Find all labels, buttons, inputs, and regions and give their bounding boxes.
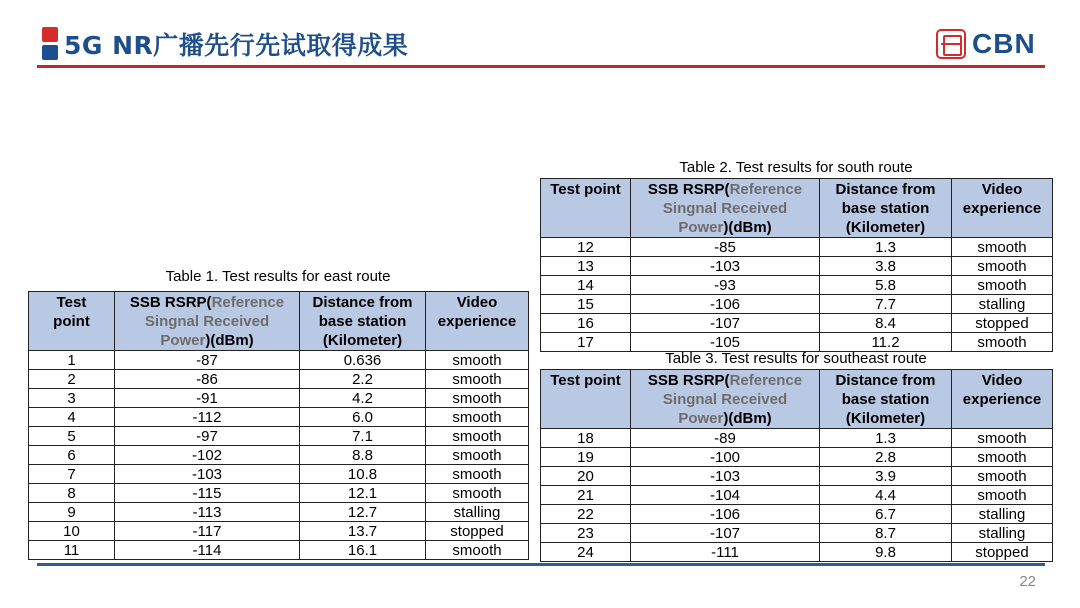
cell-video: smooth xyxy=(952,276,1053,295)
cell-distance: 6.7 xyxy=(820,505,952,524)
cell-video: stalling xyxy=(426,503,529,522)
cell-test-point: 22 xyxy=(541,505,631,524)
table-row xyxy=(541,314,1053,333)
cell-video: stalling xyxy=(952,505,1053,524)
page-number: 22 xyxy=(1019,573,1036,590)
cell-test-point: 24 xyxy=(541,543,631,562)
cell-rsrp: -106 xyxy=(631,505,820,524)
cell-video: smooth xyxy=(426,465,529,484)
cell-video: stalling xyxy=(952,295,1053,314)
cell-video: smooth xyxy=(952,257,1053,276)
cell-test-point: 12 xyxy=(541,238,631,257)
cell-test-point: 9 xyxy=(29,503,115,522)
cell-video: stopped xyxy=(952,314,1053,333)
cell-video: smooth xyxy=(426,408,529,427)
cbn-seal-icon xyxy=(936,29,966,59)
cell-distance: 12.7 xyxy=(300,503,426,522)
table-row xyxy=(541,238,1053,257)
cell-distance: 6.0 xyxy=(300,408,426,427)
table-row xyxy=(29,465,529,484)
cell-distance: 13.7 xyxy=(300,522,426,541)
cell-video: stopped xyxy=(952,543,1053,562)
col-header-test-point: Test point xyxy=(29,292,115,351)
table2-caption: Table 2. Test results for south route xyxy=(679,159,913,176)
east-route-table xyxy=(28,291,529,560)
cell-distance: 3.9 xyxy=(820,467,952,486)
cell-rsrp: -102 xyxy=(115,446,300,465)
cell-rsrp: -107 xyxy=(631,524,820,543)
table-row xyxy=(29,541,529,560)
table-row xyxy=(541,333,1053,352)
table-row xyxy=(29,389,529,408)
cell-distance: 8.8 xyxy=(300,446,426,465)
cbn-logo xyxy=(936,28,1036,60)
cell-rsrp: -114 xyxy=(115,541,300,560)
cell-video: smooth xyxy=(426,541,529,560)
table-row xyxy=(29,408,529,427)
cell-test-point: 4 xyxy=(29,408,115,427)
cell-distance: 11.2 xyxy=(820,333,952,352)
cell-rsrp: -86 xyxy=(115,370,300,389)
cell-distance: 2.8 xyxy=(820,448,952,467)
table-row xyxy=(29,427,529,446)
col-header-distance: Distance from base station (Kilometer) xyxy=(300,292,426,351)
cell-rsrp: -85 xyxy=(631,238,820,257)
cell-rsrp: -112 xyxy=(115,408,300,427)
cell-distance: 7.7 xyxy=(820,295,952,314)
table-row xyxy=(541,448,1053,467)
cell-rsrp: -103 xyxy=(631,467,820,486)
cell-rsrp: -89 xyxy=(631,429,820,448)
col-header-video: Video experience xyxy=(952,179,1053,238)
cell-rsrp: -104 xyxy=(631,486,820,505)
top-divider xyxy=(37,65,1045,68)
cell-rsrp: -103 xyxy=(631,257,820,276)
cell-test-point: 10 xyxy=(29,522,115,541)
cell-test-point: 20 xyxy=(541,467,631,486)
cell-distance: 16.1 xyxy=(300,541,426,560)
cell-rsrp: -107 xyxy=(631,314,820,333)
cell-video: smooth xyxy=(426,389,529,408)
cell-rsrp: -100 xyxy=(631,448,820,467)
cell-distance: 10.8 xyxy=(300,465,426,484)
cell-distance: 7.1 xyxy=(300,427,426,446)
cell-rsrp: -87 xyxy=(115,351,300,370)
table-row xyxy=(29,522,529,541)
cell-distance: 1.3 xyxy=(820,429,952,448)
title-marker-icon xyxy=(42,27,58,61)
cell-rsrp: -97 xyxy=(115,427,300,446)
southeast-route-table xyxy=(540,369,1053,562)
cell-video: smooth xyxy=(426,446,529,465)
col-header-video: Video experience xyxy=(426,292,529,351)
table-row xyxy=(541,543,1053,562)
cell-rsrp: -115 xyxy=(115,484,300,503)
cell-test-point: 16 xyxy=(541,314,631,333)
cell-test-point: 3 xyxy=(29,389,115,408)
table-row xyxy=(29,351,529,370)
table-row xyxy=(541,429,1053,448)
bottom-divider xyxy=(37,563,1045,566)
cell-test-point: 14 xyxy=(541,276,631,295)
cell-video: smooth xyxy=(952,486,1053,505)
table-row xyxy=(29,446,529,465)
cell-video: smooth xyxy=(426,370,529,389)
col-header-rsrp: SSB RSRP(Reference Singnal Received Power)(dBm) xyxy=(631,370,820,429)
cell-test-point: 11 xyxy=(29,541,115,560)
cell-test-point: 18 xyxy=(541,429,631,448)
cell-test-point: 19 xyxy=(541,448,631,467)
cell-test-point: 7 xyxy=(29,465,115,484)
cell-rsrp: -111 xyxy=(631,543,820,562)
col-header-distance: Distance from base station (Kilometer) xyxy=(820,370,952,429)
cell-video: smooth xyxy=(426,351,529,370)
cell-distance: 8.4 xyxy=(820,314,952,333)
cell-rsrp: -117 xyxy=(115,522,300,541)
cell-rsrp: -106 xyxy=(631,295,820,314)
cell-distance: 2.2 xyxy=(300,370,426,389)
table-row xyxy=(541,524,1053,543)
cell-test-point: 15 xyxy=(541,295,631,314)
table-row xyxy=(541,276,1053,295)
table-row xyxy=(29,370,529,389)
col-header-rsrp: SSB RSRP(Reference Singnal Received Power)(dBm) xyxy=(115,292,300,351)
slide-title: 5G NR广播先行先试取得成果 xyxy=(64,31,409,60)
cell-distance: 5.8 xyxy=(820,276,952,295)
table-row xyxy=(541,295,1053,314)
cell-test-point: 6 xyxy=(29,446,115,465)
cell-video: smooth xyxy=(426,484,529,503)
cell-test-point: 8 xyxy=(29,484,115,503)
south-route-table xyxy=(540,178,1053,352)
cell-test-point: 23 xyxy=(541,524,631,543)
cell-video: smooth xyxy=(952,448,1053,467)
table-row xyxy=(29,484,529,503)
col-header-rsrp: SSB RSRP(Reference Singnal Received Power)(dBm) xyxy=(631,179,820,238)
table3-caption: Table 3. Test results for southeast route xyxy=(665,350,927,367)
cell-test-point: 13 xyxy=(541,257,631,276)
cell-video: smooth xyxy=(952,238,1053,257)
table-row xyxy=(541,257,1053,276)
col-header-video: Video experience xyxy=(952,370,1053,429)
col-header-test-point: Test point xyxy=(541,370,631,429)
cell-distance: 4.4 xyxy=(820,486,952,505)
table-row xyxy=(541,505,1053,524)
table-row xyxy=(541,486,1053,505)
cell-video: smooth xyxy=(952,429,1053,448)
cell-distance: 0.636 xyxy=(300,351,426,370)
cell-distance: 9.8 xyxy=(820,543,952,562)
table-row xyxy=(29,503,529,522)
cell-video: smooth xyxy=(952,467,1053,486)
cell-video: stalling xyxy=(952,524,1053,543)
cell-distance: 3.8 xyxy=(820,257,952,276)
cell-video: stopped xyxy=(426,522,529,541)
logo-text: CBN xyxy=(972,28,1036,59)
cell-video: smooth xyxy=(426,427,529,446)
cell-test-point: 21 xyxy=(541,486,631,505)
cell-test-point: 1 xyxy=(29,351,115,370)
cell-rsrp: -113 xyxy=(115,503,300,522)
col-header-test-point: Test point xyxy=(541,179,631,238)
cell-distance: 8.7 xyxy=(820,524,952,543)
cell-distance: 4.2 xyxy=(300,389,426,408)
cell-distance: 1.3 xyxy=(820,238,952,257)
table1-caption: Table 1. Test results for east route xyxy=(165,268,391,285)
cell-distance: 12.1 xyxy=(300,484,426,503)
cell-rsrp: -103 xyxy=(115,465,300,484)
cell-test-point: 5 xyxy=(29,427,115,446)
cell-rsrp: -105 xyxy=(631,333,820,352)
col-header-distance: Distance from base station (Kilometer) xyxy=(820,179,952,238)
cell-rsrp: -91 xyxy=(115,389,300,408)
cell-test-point: 2 xyxy=(29,370,115,389)
cell-rsrp: -93 xyxy=(631,276,820,295)
cell-video: smooth xyxy=(952,333,1053,352)
table-row xyxy=(541,467,1053,486)
cell-test-point: 17 xyxy=(541,333,631,352)
